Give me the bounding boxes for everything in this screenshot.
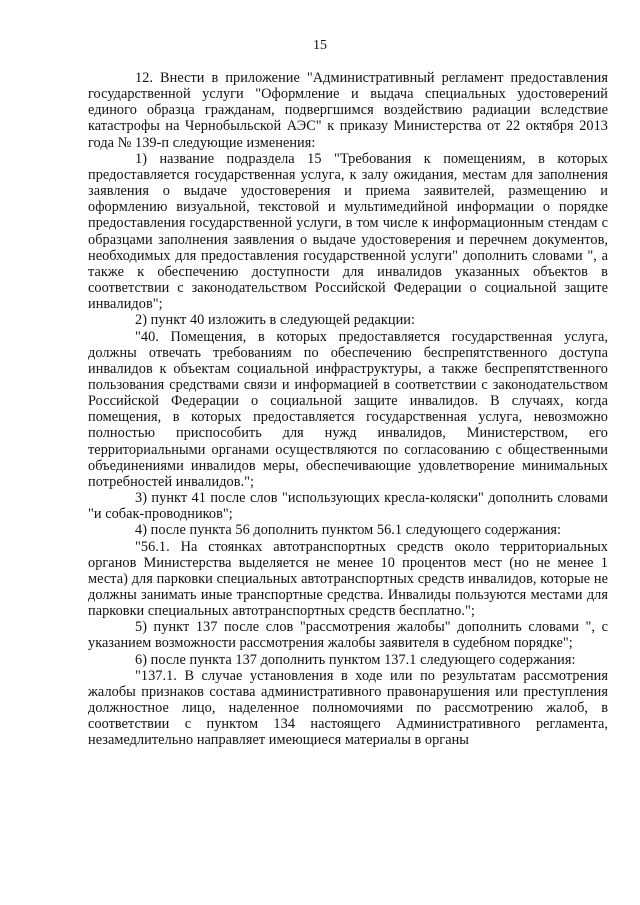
paragraph-item-4: 4) после пункта 56 дополнить пунктом 56.1 следующего содержания: (135, 522, 562, 539)
paragraph-12-intro: 12. Внести в приложение "Административный регламент предоставления государственной услуги "Оформление и выдача специальных удостоверений единого образца гражданам, подвергшимся воздействию радиации вследствие катастрофы на Чернобыльской АЭС" к приказу Министерства от 22 октября 2013 года № 139-п следующие изменения: (88, 70, 608, 151)
document-body (88, 70, 608, 749)
paragraph-item-2: 2) пункт 40 изложить в следующей редакции: (135, 312, 416, 329)
paragraph-item-5: 5) пункт 137 после слов "рассмотрения жалобы" дополнить словами ", с указанием возможности рассмотрения жалобы заявителя в судебном порядке"; (88, 619, 608, 652)
paragraph-item-1: 1) название подраздела 15 "Требования к помещениям, в которых предоставляется государственная услуга, к залу ожидания, местам для заполнения заявления о выдаче удостоверения и приема заявителей, размещению и оформлению визуальной, текстовой и мультимедийной информации о порядке предоставления государственной услуги, в том числе к информационным стендам с образцами заполнения заявления о выдаче удостоверения и перечнем документов, необходимых для предоставления государственной услуги" дополнить словами ", а также к обеспечению доступности для инвалидов указанных объектов в соответствии с законодательством Российской Федерации о социальной защите инвалидов"; (88, 150, 608, 313)
page-number: 15 (313, 38, 327, 53)
paragraph-point-40: "40. Помещения, в которых предоставляется государственная услуга, должны отвечать требованиям по обеспечению беспрепятственного доступа инвалидов к объектам социальной инфраструктуры, а также беспрепятственного пользования средствами связи и информацией в соответствии с законодательством Российской Федерации о социальной защите инвалидов. В случаях, когда помещения, в которых предоставляется государственная услуга, невозможно полностью приспособить для нужд инвалидов, Министерством, его территориальными органами осуществляются по согласованию с общественными объединениями инвалидов меры, обеспечивающие удовлетворение минимальных потребностей инвалидов."; (88, 328, 608, 490)
paragraph-point-137-1: "137.1. В случае установления в ходе или по результатам рассмотрения жалобы признаков состава административного правонарушения или преступления должностное лицо, наделенное полномочиями по рассмотрению жалоб, в соответствии с пунктом 134 настоящего Административного регламента, незамедлительно направляет имеющиеся материалы в органы (88, 667, 608, 749)
paragraph-point-56-1: "56.1. На стоянках автотранспортных средств около территориальных органов Министерства выделяется не менее 10 процентов мест (но не менее 1 места) для парковки специальных автотранспортных средств инвалидов, которые не должны занимать иные транспортные средства. Инвалиды пользуются местами для парковки специальных автотранспортных средств бесплатно."; (88, 538, 608, 620)
paragraph-item-6: 6) после пункта 137 дополнить пунктом 137.1 следующего содержания: (135, 651, 576, 668)
paragraph-item-3: 3) пункт 41 после слов "использующих кресла-коляски" дополнить словами "и собак-проводников"; (88, 490, 608, 523)
